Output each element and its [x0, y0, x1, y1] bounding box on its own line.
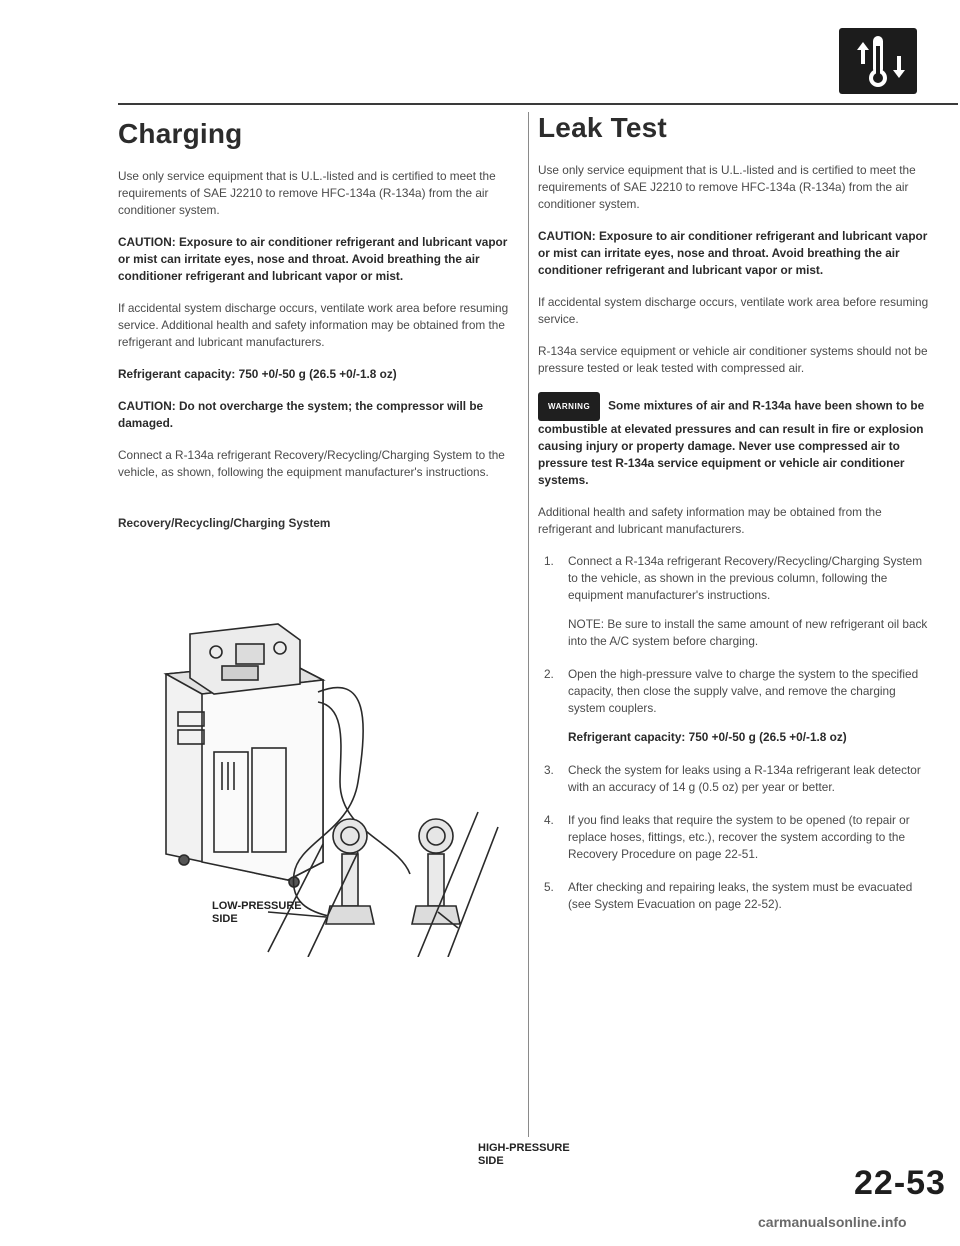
step-note: NOTE: Be sure to install the same amount of new refrigerant oil back into the A/C system before charging.: [568, 617, 928, 648]
charging-connect-instruction: Connect a R-134a refrigerant Recovery/Recycling/Charging System to the vehicle, as shown, following the equipment manufacturer's instructions.: [118, 448, 505, 479]
leak-additional-info: Additional health and safety information may be obtained from the refrigerant and lubricant manufacturers.: [538, 505, 882, 536]
page-number: 22-53: [854, 1164, 946, 1202]
step-text: Check the system for leaks using a R-134a refrigerant leak detector with an accuracy of 14 g (0.5 oz) per year or better.: [568, 763, 921, 794]
section-title-charging: Charging: [118, 118, 243, 149]
callout-low-pressure-side: [212, 900, 302, 926]
charging-caution-exposure: CAUTION: Exposure to air conditioner refrigerant and lubricant vapor or mist can irritate eyes, nose and throat. Avoid breathing the air conditioner refrigerant and lubricant vapor or mist.: [118, 235, 508, 283]
leak-caution-exposure: CAUTION: Exposure to air conditioner refrigerant and lubricant vapor or mist can irritate eyes, nose and throat. Avoid breathing the air conditioner refrigerant and lubricant vapor or mist.: [538, 229, 928, 277]
callout-high-line1: HIGH-PRESSURE: [478, 1142, 570, 1154]
step-item: [538, 762, 933, 796]
recovery-system-illustration: [118, 612, 518, 957]
callout-low-line2: SIDE: [212, 913, 238, 925]
charging-caution-overcharge: CAUTION: Do not overcharge the system; the compressor will be damaged.: [118, 399, 484, 430]
step-number: 3.: [544, 763, 554, 777]
callout-high-pressure-side: [478, 1142, 570, 1168]
step-text: After checking and repairing leaks, the system must be evacuated (see System Evacuation on page 22-52).: [568, 880, 913, 911]
watermark: carmanualsonline.info: [758, 1214, 907, 1230]
step-item: [538, 812, 933, 863]
charging-section: [118, 118, 513, 532]
header-rule: [118, 103, 958, 105]
step-item: [538, 879, 933, 913]
step-item: [538, 666, 933, 746]
step-capacity: Refrigerant capacity: 750 +0/-50 g (26.5 +0/-1.8 oz): [568, 730, 847, 744]
step-text: Connect a R-134a refrigerant Recovery/Recycling/Charging System to the vehicle, as shown in the previous column, following the equipment manufacturer's instructions.: [568, 554, 923, 602]
leak-r134a-note: R-134a service equipment or vehicle air conditioner systems should not be pressure tested or leak tested with compressed air.: [538, 344, 928, 375]
hvac-section-icon: [839, 28, 917, 94]
column-divider: [528, 112, 529, 1137]
step-item: [538, 553, 933, 650]
warning-text: Some mixtures of air and R-134a have been shown to be combustible at elevated pressures and can result in fire or explosion causing injury or property damage. Never use compressed air to pressure test R-134a service equipment or vehicle air conditioner systems.: [538, 398, 925, 487]
warning-badge: WARNING: [538, 392, 600, 421]
leak-accidental-discharge: If accidental system discharge occurs, ventilate work area before resuming service.: [538, 295, 929, 326]
charging-accidental-discharge: If accidental system discharge occurs, ventilate work area before resuming service. Additional health and safety information may be obtained from the refrigerant and lubricant manufacturers.: [118, 301, 509, 349]
section-title-leak-test: Leak Test: [538, 112, 667, 143]
step-text: If you find leaks that require the system to be opened (to repair or replace hoses, fittings, etc.), recover the system according to the Recovery Procedure on page 22-51.: [568, 813, 910, 861]
callout-high-line2: SIDE: [478, 1155, 504, 1167]
step-number: 5.: [544, 880, 554, 894]
leak-test-steps: [538, 553, 933, 913]
thermometer-arrows-icon: [839, 28, 917, 94]
figure-title: Recovery/Recycling/Charging System: [118, 516, 331, 530]
step-number: 2.: [544, 667, 554, 681]
step-number: 1.: [544, 554, 554, 568]
charging-refrigerant-capacity: Refrigerant capacity: 750 +0/-50 g (26.5 +0/-1.8 oz): [118, 367, 397, 381]
step-text: Open the high-pressure valve to charge the system to the specified capacity, then close the supply valve, and remove the charging system couplers.: [568, 667, 919, 715]
step-number: 4.: [544, 813, 554, 827]
warning-block: [538, 392, 933, 489]
leak-test-section: [538, 112, 933, 929]
charging-intro: Use only service equipment that is U.L.-listed and is certified to meet the requirements of SAE J2210 to remove HFC-134a (R-134a) from the air conditioner system.: [118, 169, 496, 217]
callout-low-line1: LOW-PRESSURE: [212, 900, 302, 912]
leak-intro: Use only service equipment that is U.L.-listed and is certified to meet the requirements of SAE J2210 to remove HFC-134a (R-134a) from the air conditioner system.: [538, 163, 916, 211]
